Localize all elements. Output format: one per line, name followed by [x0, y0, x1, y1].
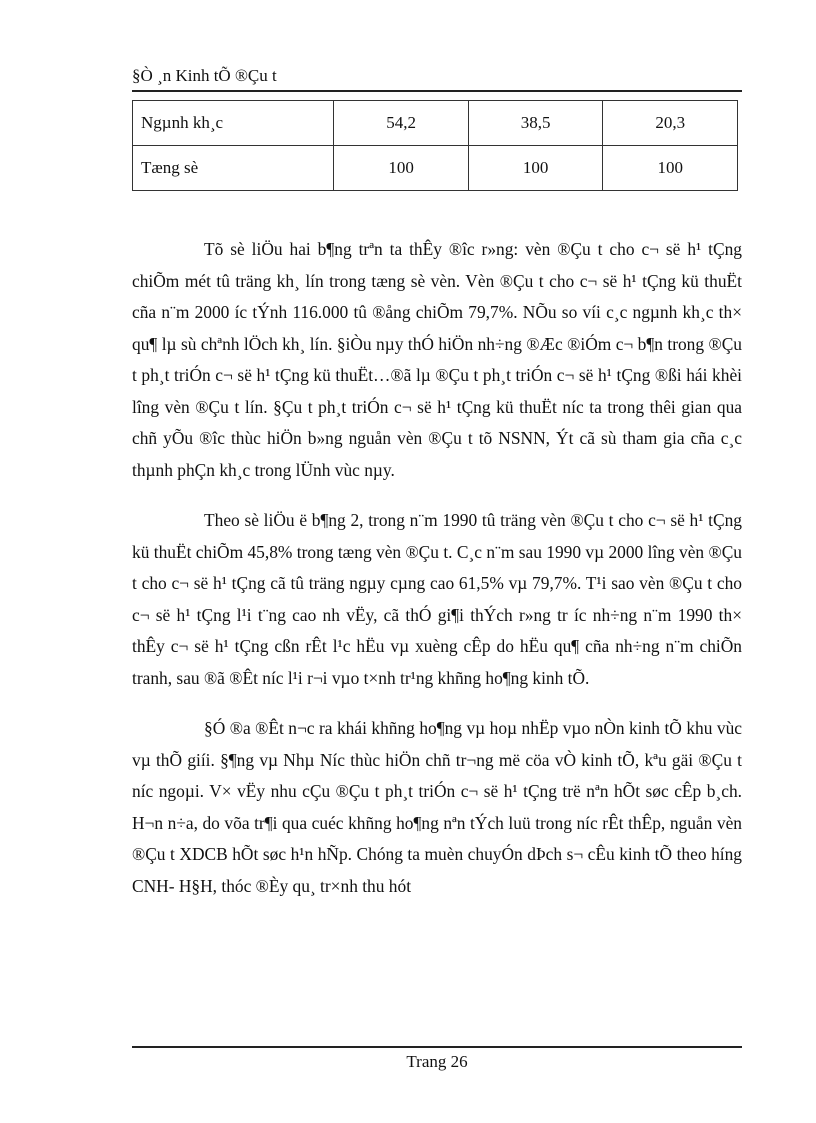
data-table [132, 100, 738, 191]
table-cell: 100 [603, 146, 738, 191]
paragraph: Theo sè liÖu ë b¶ng 2, trong n¨m 1990 tû träng vèn ®Çu t cho c¬ së h¹ tÇng kü thuËt chiÕm 45,8% trong tæng vèn ®Çu t. C¸c n¨m sau 1990 vµ 2000 lîng vèn ®Çu t cho c¬ së h¹ tÇng cã tû träng ngµy cµng cao 61,5% vµ 79,7%. T¹i sao vèn ®Çu t cho c¬ së h¹ tÇng l¹i t¨ng cao nh vËy, cã thÓ gi¶i thÝch r»ng tr íc nh÷ng n¨m 1990 th× thÊy c¬ së h¹ tÇng cßn rÊt l¹c hËu vµ xuèng cÊp do hËu qu¶ cña nh÷ng n¨m chiÕn tranh, sau ®ã ®Êt níc l¹i r¬i vµo t×nh tr¹ng khñng ho¶ng kinh tÕ. [132, 510, 742, 688]
table-cell: 20,3 [603, 101, 738, 146]
header-divider [132, 90, 742, 92]
header-title: §Ò ¸n Kinh tÕ ®Çu t [132, 66, 277, 85]
footer-divider [132, 1046, 742, 1048]
paragraph: Tõ sè liÖu hai b¶ng trªn ta thÊy ®îc r»ng: vèn ®Çu t cho c¬ së h¹ tÇng chiÕm mét tû träng kh¸ lín trong tæng sè vèn. Vèn ®Çu t cho c¬ së h¹ tÇng kü thuËt cña n¨m 2000 íc tÝnh 116.000 tû ®ång chiÕm 79,7%. NÕu so víi c¸c ngµnh kh¸c th× qu¶ lµ sù chªnh lÖch kh¸ lín. §iÒu nµy thÓ hiÖn nh÷ng ®Æc ®iÓm c¬ b¶n trong ®Çu t ph¸t triÓn c¬ së h¹ tÇng kü thuËt…®ã lµ ®Çu t ph¸t triÓn c¬ së h¹ tÇng ®ßi hái khèi lîng vèn ®Çu t lín. §Çu t ph¸t triÓn c¬ së h¹ tÇng kü thuËt níc ta trong thêi gian qua chñ yÕu ®îc thùc hiÖn b»ng nguån vèn ®Çu t tõ NSNN, Ýt cã sù tham gia cña c¸c thµnh phÇn kh¸c trong lÜnh vùc nµy. [132, 239, 742, 480]
page-header [132, 62, 742, 90]
page-number: Trang 26 [406, 1052, 468, 1071]
table-row [133, 101, 738, 146]
table-cell: 100 [468, 146, 603, 191]
body-text [132, 234, 742, 921]
table-row [133, 146, 738, 191]
row-label: Ngµnh kh¸c [133, 101, 334, 146]
table-cell: 100 [334, 146, 469, 191]
table-cell: 38,5 [468, 101, 603, 146]
paragraph: §Ó ®a ®Êt n¬c ra khái khñng ho¶ng vµ hoµ nhËp vµo nÒn kinh tÕ khu vùc vµ thÕ giíi. §¶ng vµ Nhµ Níc thùc hiÖn chñ tr¬ng më cöa vÒ kinh tÕ, kªu gäi ®Çu t níc ngoµi. V× vËy nhu cÇu ®Çu t ph¸t triÓn c¬ së h¹ tÇng trë nªn hÕt søc cÊp b¸ch. H¬n n÷a, do võa tr¶i qua cuéc khñng ho¶ng nªn tÝch luü trong níc rÊt thÊp, nguån vèn ®Çu t XDCB hÕt søc h¹n hÑp. Chóng ta muèn chuyÓn dÞch s¬ cÊu kinh tÕ theo híng CNH- H§H, thóc ®Èy qu¸ tr×nh thu hót [132, 718, 742, 896]
table-cell: 54,2 [334, 101, 469, 146]
row-label: Tæng sè [133, 146, 334, 191]
